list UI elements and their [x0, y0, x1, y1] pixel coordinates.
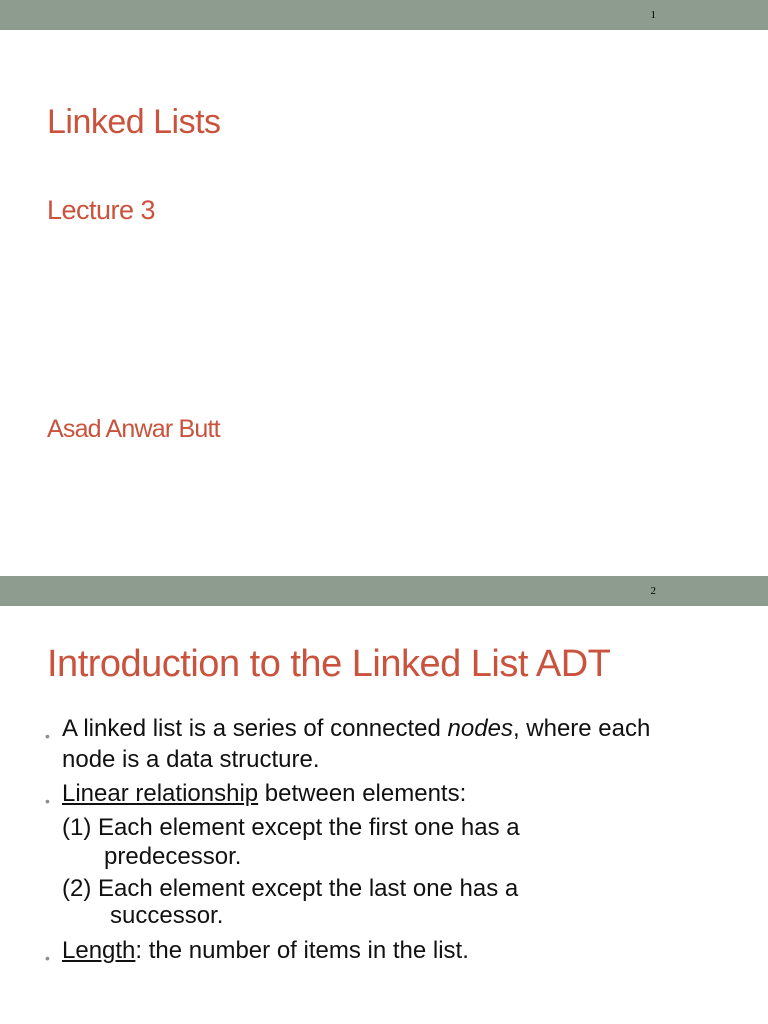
numbered-item-2-line-2: successor.: [110, 902, 224, 929]
bullet-3-underlined: Length: [62, 937, 136, 964]
bullet-1-text: A linked list is a series of connected: [62, 715, 448, 742]
numbered-item-2-line-1: (2) Each element except the last one has a: [62, 875, 519, 902]
bullet-marker: •: [45, 793, 50, 809]
slide-title: Linked Lists: [47, 103, 221, 141]
bullet-3-text: : the number of items in the list.: [135, 937, 469, 964]
numbered-item-1-line-2: predecessor.: [104, 843, 242, 870]
bullet-1-italic: nodes: [447, 715, 513, 742]
numbered-item-1-line-1: (1) Each element except the first one has a: [62, 814, 520, 841]
bullet-marker: •: [45, 950, 50, 966]
bullet-2-line-1: [62, 779, 466, 809]
page-number: 1: [650, 9, 656, 21]
bullet-1-line-2: node is a data structure.: [62, 746, 320, 773]
slide-title: Introduction to the Linked List ADT: [47, 643, 611, 685]
bullet-1-line-1: [62, 714, 650, 744]
slide-2: [0, 576, 768, 1024]
bullet-3-line-1: [62, 936, 469, 966]
bullet-2-underlined: Linear relationship: [62, 780, 259, 807]
slide-subtitle: Lecture 3: [47, 195, 156, 225]
page-number: 2: [650, 585, 656, 597]
author-name: Asad Anwar Butt: [47, 415, 220, 443]
bullet-1-text-end: , where each: [512, 715, 651, 742]
bullet-2-text: between elements:: [258, 780, 467, 807]
bullet-marker: •: [45, 728, 50, 744]
